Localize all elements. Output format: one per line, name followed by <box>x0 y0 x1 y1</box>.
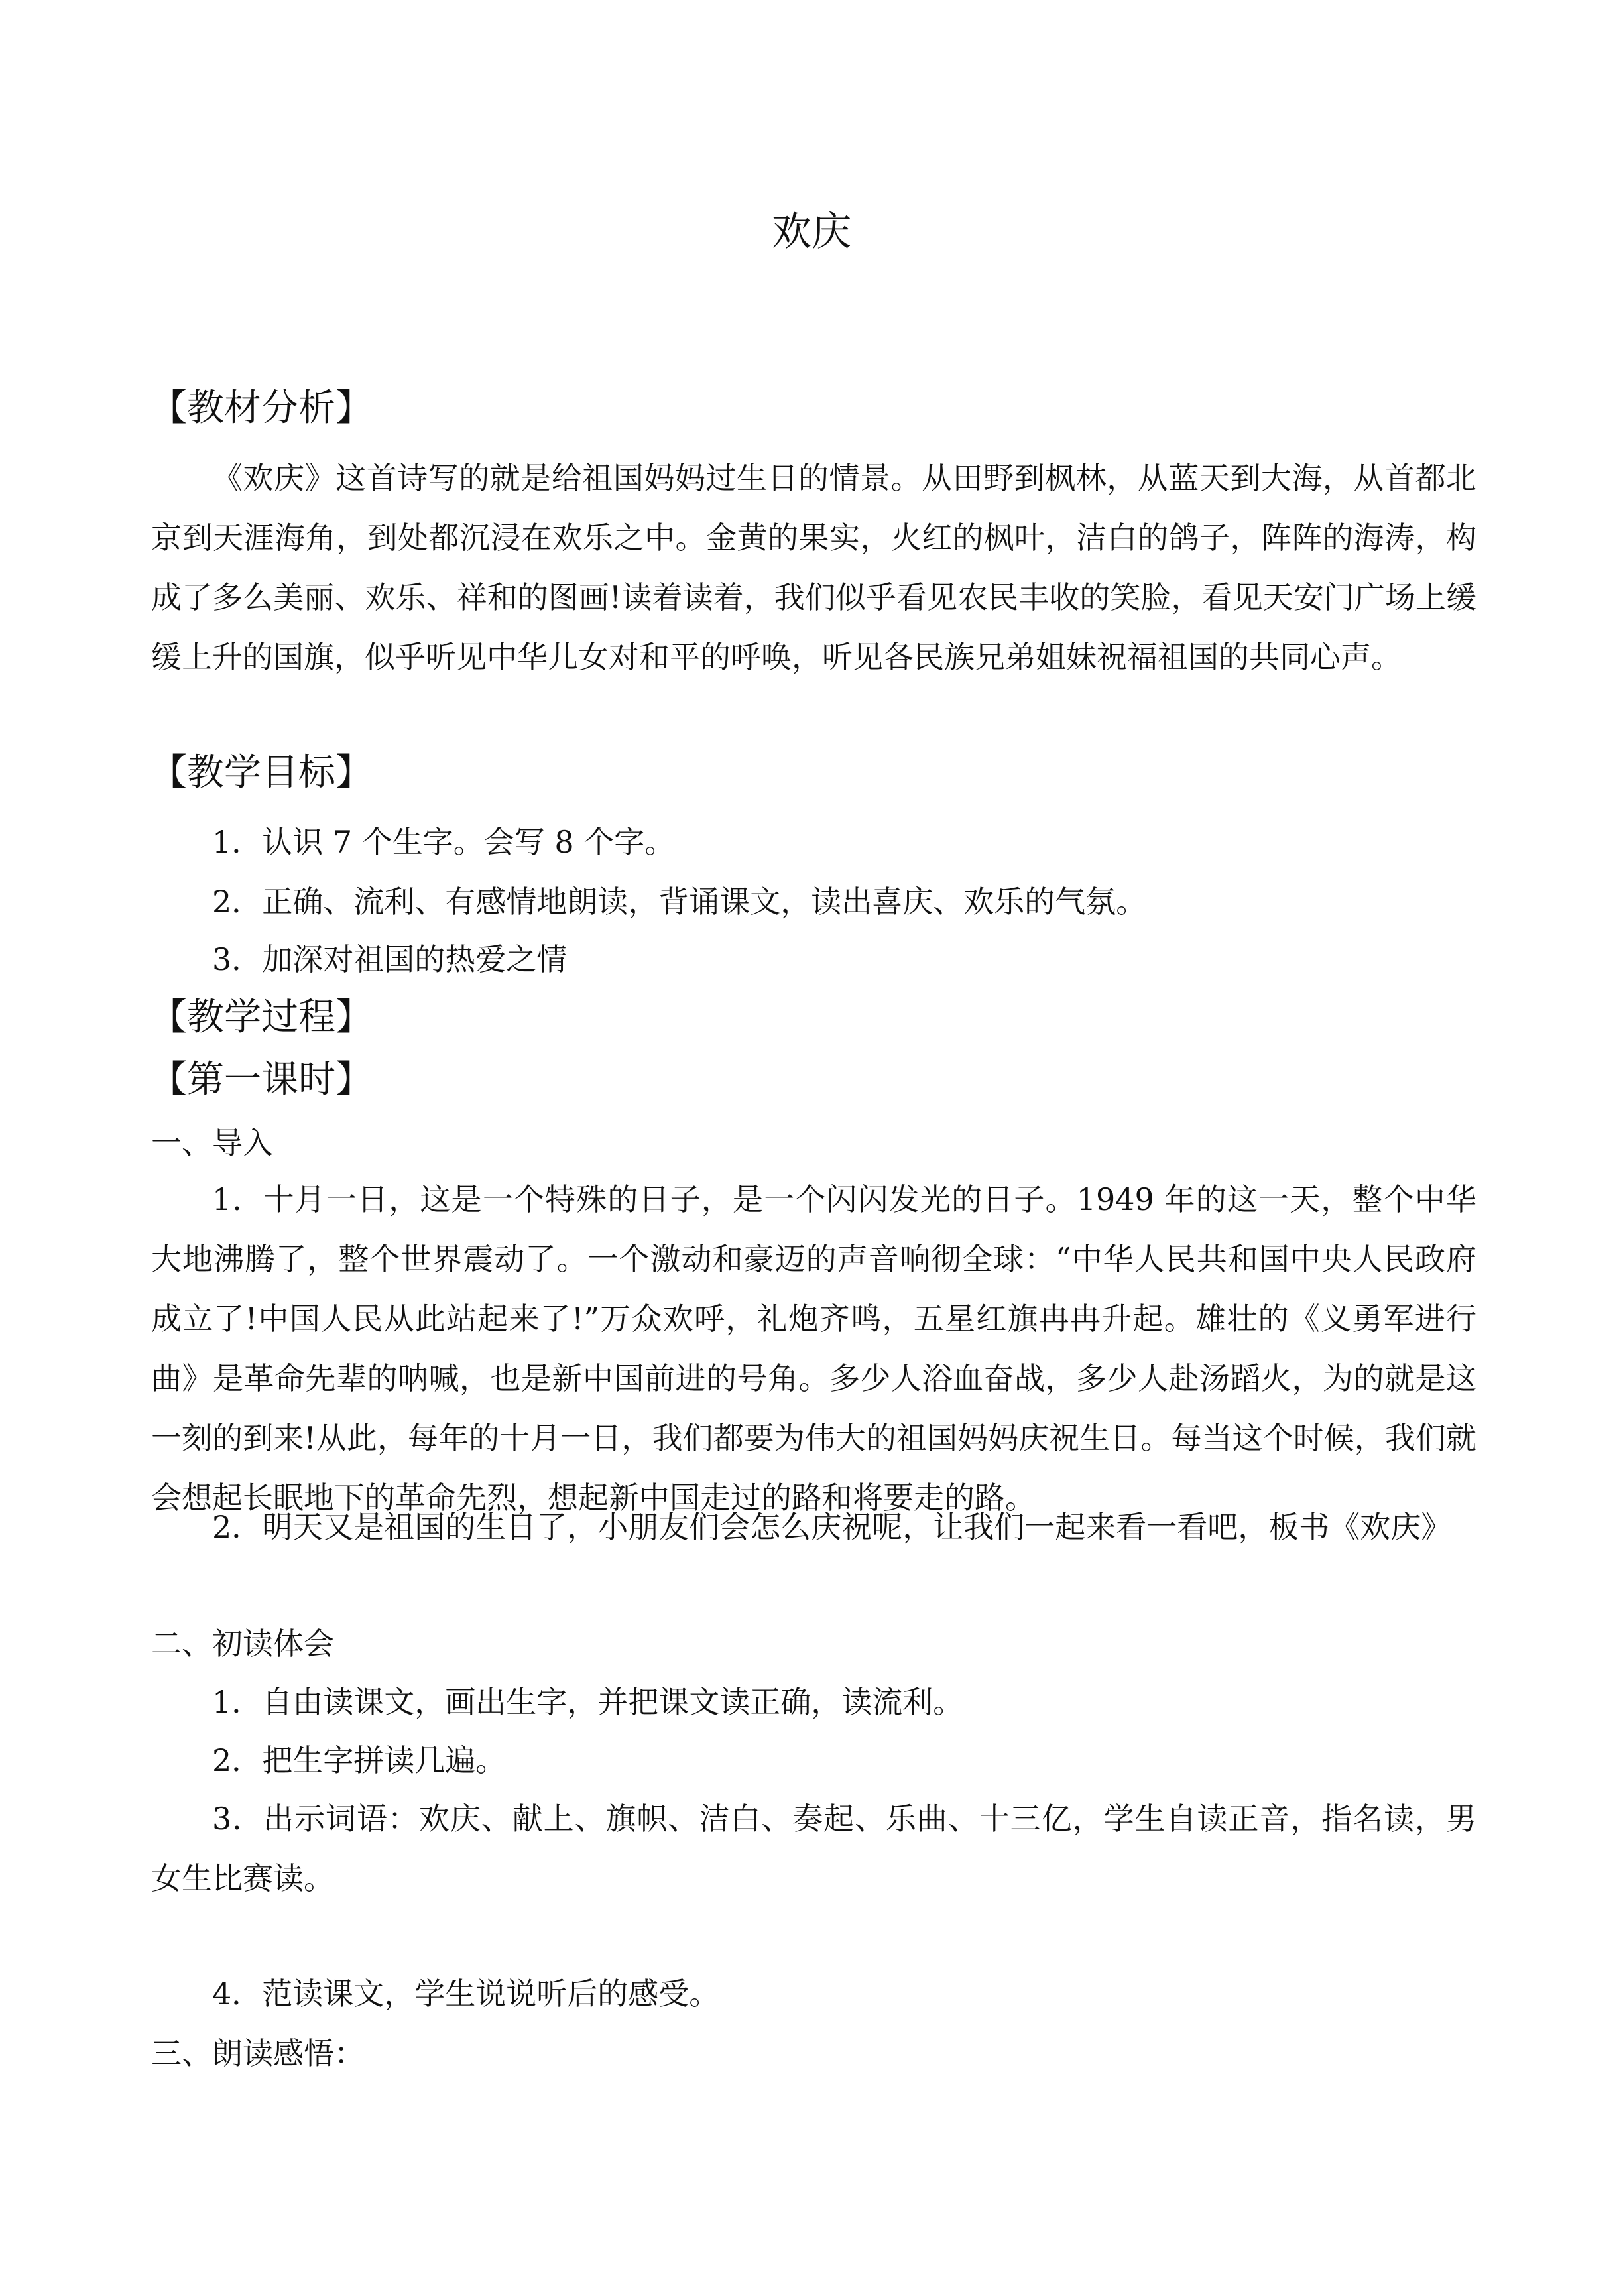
section-first-reading-title: 二、初读体会 <box>151 1626 334 1662</box>
analysis-paragraph: 《欢庆》这首诗写的就是给祖国妈妈过生日的情景。从田野到枫林，从蓝天到大海，从首都北京到天涯海角，到处都沉浸在欢乐之中。金黄的果实，火红的枫叶，洁白的鸽子，阵阵的海涛，构成了多么美丽、欢乐、祥和的图画!读着读着，我们似乎看见农民丰收的笑脸，看见天安门广场上缓缓上升的国旗，似乎听见中华儿女对和平的呼唤，听见各民族兄弟姐妹祝福祖国的共同心声。 <box>151 460 1476 675</box>
heading-goals: 【教学目标】 <box>150 751 373 794</box>
heading-process: 【教学过程】 <box>150 996 373 1039</box>
section-intro-title: 一、导入 <box>151 1125 273 1161</box>
reading-item-2: 2．把生字拼读几遍。 <box>212 1742 507 1778</box>
reading-item-4: 4．范读课文，学生说说听后的感受。 <box>212 1976 720 2012</box>
reading-item-3: 3．出示词语：欢庆、献上、旗帜、洁白、奏起、乐曲、十三亿，学生自读正音，指名读，男女生比赛读。 <box>151 1801 1476 1896</box>
page-title: 欢庆 <box>772 209 851 255</box>
goal-item-3: 3．加深对祖国的热爱之情 <box>212 941 568 977</box>
goal-item-1: 1．认识 7 个生字。会写 8 个字。 <box>212 824 676 860</box>
intro-paragraph-2: 2．明天又是祖国的生日了，小朋友们会怎么庆祝呢，让我们一起来看一看吧，板书《欢庆》 <box>212 1509 1452 1545</box>
heading-analysis: 【教材分析】 <box>150 387 373 430</box>
heading-lesson-1: 【第一课时】 <box>150 1058 373 1101</box>
section-recitation-title: 三、朗读感悟： <box>151 2035 365 2071</box>
goal-item-2: 2．正确、流利、有感情地朗读，背诵课文，读出喜庆、欢乐的气氛。 <box>212 884 1147 920</box>
reading-item-1: 1．自由读课文，画出生字，并把课文读正确，读流利。 <box>212 1684 964 1720</box>
intro-paragraph-1: 1．十月一日，这是一个特殊的日子，是一个闪闪发光的日子。1949 年的这一天，整个中华大地沸腾了，整个世界震动了。一个激动和豪迈的声音响彻全球：“中华人民共和国中央人民政府成立了!中国人民从此站起来了!”万众欢呼，礼炮齐鸣，五星红旗冉冉升起。雄壮的《义勇军进行曲》是革命先辈的呐喊，也是新中国前进的号角。多少人浴血奋战，多少人赴汤蹈火，为的就是这一刻的到来!从此，每年的十月一日，我们都要为伟大的祖国妈妈庆祝生日。每当这个时候，我们就会想起长眠地下的革命先烈，想起新中国走过的路和将要走的路。 <box>151 1181 1476 1516</box>
